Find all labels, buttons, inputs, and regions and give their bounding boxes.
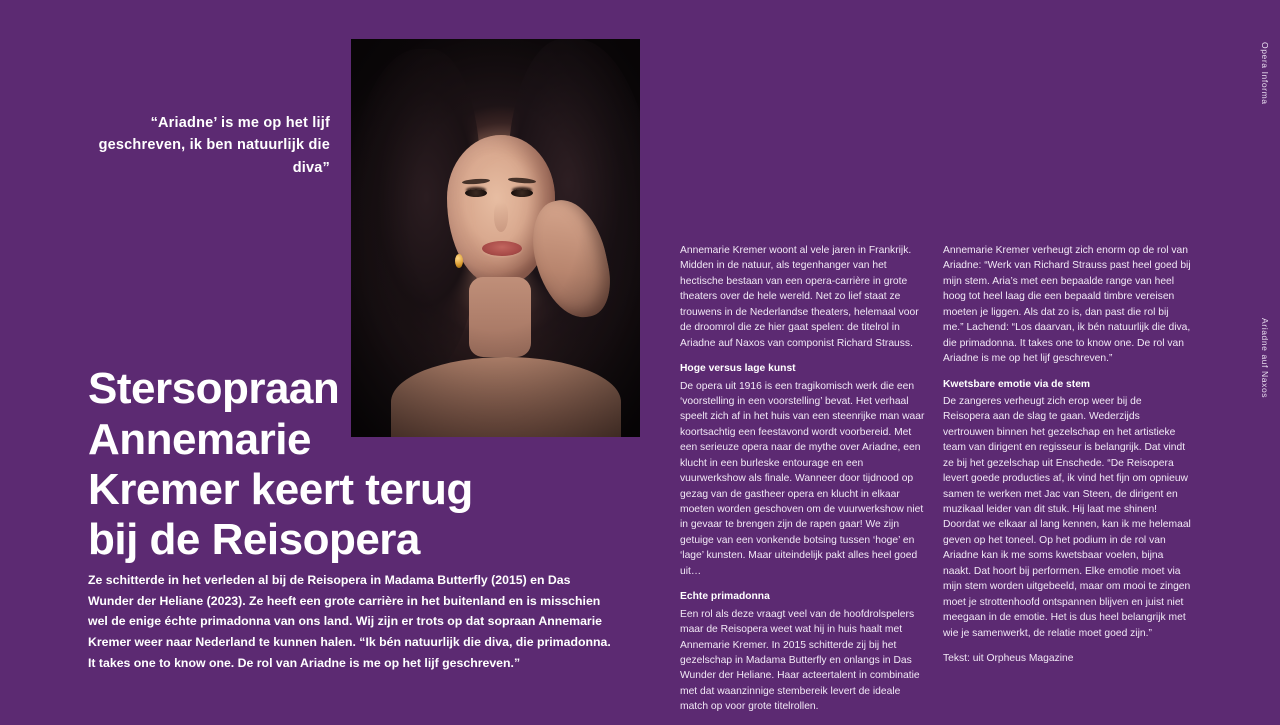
column-1-paragraph-3: Een rol als deze vraagt veel van de hoofdrolspelers maar de Reisopera weet wat hij in huis haalt met Annemarie Kremer. In 2015 schitterde zij bij het gezelschap in Madama Butterfly en onlangs in Das Wunder der Heliane. Haar acteertalent in combinatie met dat waanzinnige stembereik levert de ideale match op voor grote titelrollen. [680, 608, 920, 713]
headline-line-2: Annemarie [88, 414, 311, 464]
column-1-paragraph-1: Annemarie Kremer woont al vele jaren in Frankrijk. Midden in de natuur, als tegenhanger van het hectische bestaan van een opera-carrière in grote theaters over de hele wereld. Net zo lief staat ze trouwens in de Nederlandse theaters, helemaal voor de droomrol die ze hier gaat spelen: de titelrol in Ariadne auf Naxos van componist Richard Strauss. [680, 245, 919, 349]
body-column-1 [680, 243, 928, 725]
intro-paragraph: Ze schitterde in het verleden al bij de Reisopera in Madama Butterfly (2015) en Das Wunder der Heliane (2023). Ze heeft een grote carrière in het buitenland en is misschien wel de enige échte primadonna van ons land. Wij zijn er trots op dat sopraan Annemarie Kremer weer naar Nederland te kunnen halen. “Ik bén natuurlijk die diva, die primadonna. It takes one to know one. De rol van Ariadne is me op het lijf geschreven.” [88, 573, 611, 670]
column-1-heading-1: Hoge versus lage kunst [680, 363, 796, 375]
side-label-production: Ariadne auf Naxos [1260, 318, 1270, 399]
column-2-paragraph-2: De zangeres verheugt zich erop weer bij de Reisopera aan de slag te gaan. Wederzijds vertrouwen binnen het gezelschap en het artistieke team van dirigent en regisseur is belangrijk. Dat vindt ze bij het gezelschap uit Enschede. “De Reisopera levert goede producties af, ik vind het fijn om opnieuw samen te werken met Jac van Steen, de dirigent en muzikaal leider van dit stuk. Hij laat me shinen! Doordat we elkaar al lang kennen, kan ik me helemaal geven op het toneel. Op het podium in de rol van Ariadne kan ik me soms kwetsbaar voelen, bijna naakt. Dat hoort bij performen. Elke emotie moet via mijn stem worden uitgebeeld, maar om mooi te zingen moet je strottenhoofd ontspannen blijven en juist niet meegaan in de emotie. Het is dus heel belangrijk met wie je samenwerkt, de relatie moet goed zijn.” [943, 395, 1191, 639]
headline-line-4: bij de Reisopera [88, 514, 420, 564]
body-column-2 [943, 243, 1191, 666]
column-1-heading-2: Echte primadonna [680, 591, 770, 603]
headline-line-1: Stersopraan [88, 364, 340, 414]
text-credit: Tekst: uit Orpheus Magazine [943, 652, 1074, 664]
column-2-paragraph-1: Annemarie Kremer verheugt zich enorm op de rol van Ariadne: “Werk van Richard Strauss past heel goed bij mijn stem. Aria’s met een bepaalde range van heel hoog tot heel laag die een bepaald timbre vereisen moeten je liggen. Als dat zo is, dan past die rol bij me.” Lachend: “Los daarvan, ik bén natuurlijk die diva, die primadonna. It takes one to know one. De rol van Ariadne is me op het lijf geschreven.” [943, 245, 1191, 365]
page-title [88, 364, 648, 565]
side-label-publication: Opera Informa [1260, 42, 1270, 105]
headline-line-3: Kremer keert terug [88, 464, 473, 514]
column-2-heading-1: Kwetsbare emotie via de stem [943, 378, 1091, 390]
pull-quote: “Ariadne’ is me op het lijf geschreven, ik ben natuurlijk die diva” [98, 115, 330, 176]
column-1-paragraph-2: De opera uit 1916 is een tragikomisch werk die een ‘voorstelling in een voorstelling’ bevat. Het verhaal speelt zich af in het huis van een steenrijke man waar koortsachtig een feestavond wordt voorbereid. Met een serieuze opera naar de mythe over Ariadne, een klucht in een burleske entourage en een vuurwerkshow als finale. Wanneer door tijdnood op gezag van de gastheer opera en klucht in elkaar moeten worden geschoven om de vuurwerkshow niet in gevaar te brengen zijn de rapen gaar! We zijn getuige van een vonkende botsing tussen ‘hoge’ en ‘lage’ kunsten. Maar uiteindelijk pakt alles heel goed uit… [680, 380, 925, 577]
